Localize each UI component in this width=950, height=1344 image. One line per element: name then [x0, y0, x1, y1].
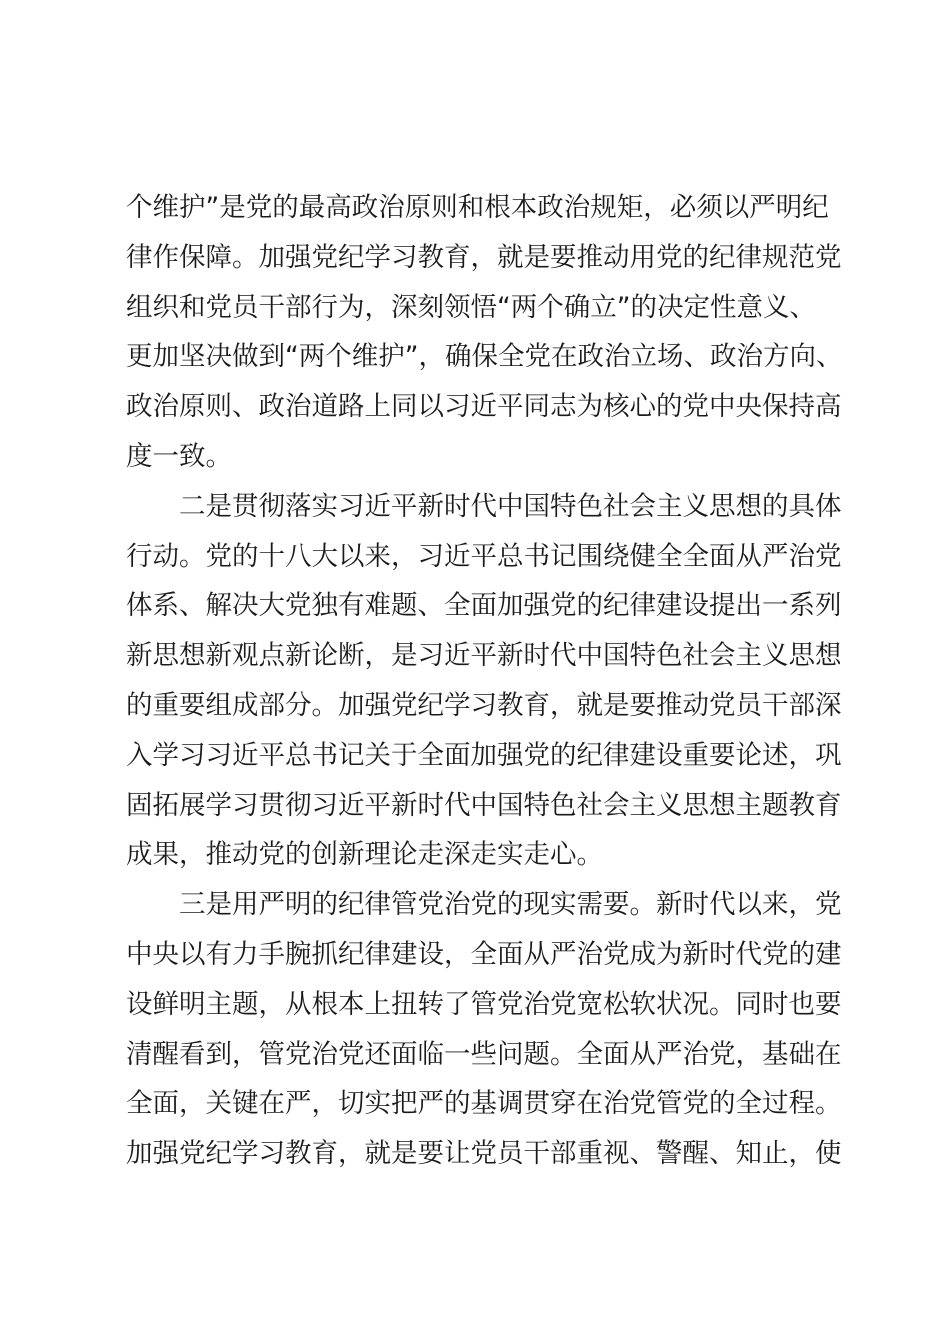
text-line: 加强党纪学习教育，就是要让党员干部重视、警醒、知止，使: [126, 1138, 842, 1170]
text-line: 固拓展学习贯彻习近平新时代中国特色社会主义思想主题教育: [126, 789, 842, 821]
text-line: 入学习习近平总书记关于全面加强党的纪律建设重要论述，巩: [126, 739, 842, 771]
text-line: 行动。党的十八大以来，习近平总书记围绕健全全面从严治党: [126, 540, 842, 572]
text-line: 中央以有力手腕抓纪律建设，全面从严治党成为新时代党的建: [126, 938, 842, 970]
text-line: 设鲜明主题，从根本上扭转了管党治党宽松软状况。同时也要: [126, 988, 842, 1020]
text-line: 新思想新观点新论断，是习近平新时代中国特色社会主义思想: [126, 640, 842, 672]
text-line: 律作保障。加强党纪学习教育，就是要推动用党的纪律规范党: [126, 241, 842, 273]
text-line: 体系、解决大党独有难题、全面加强党的纪律建设提出一系列: [126, 590, 842, 622]
text-line: 组织和党员干部行为，深刻领悟“两个确立”的决定性意义、: [126, 291, 816, 323]
text-line: 个维护”是党的最高政治原则和根本政治规矩，必须以严明纪: [126, 192, 829, 223]
text-line: 清醒看到，管党治党还面临一些问题。全面从严治党，基础在: [126, 1038, 842, 1070]
text-line: 政治原则、政治道路上同以习近平同志为核心的党中央保持高: [126, 391, 842, 423]
document-body: [126, 183, 843, 1179]
text-line: 成果，推动党的创新理论走深走实走心。: [126, 839, 603, 871]
paragraph-start-line: 三是用严明的纪律管党治党的现实需要。新时代以来，党: [179, 889, 842, 921]
text-line: 全面，关键在严，切实把严的基调贯穿在治党管党的全过程。: [126, 1088, 842, 1120]
text-line: 度一致。: [126, 440, 232, 472]
paragraph-start-line: 二是贯彻落实习近平新时代中国特色社会主义思想的具体: [179, 490, 842, 522]
text-line: 更加坚决做到“两个维护”，确保全党在政治立场、政治方向、: [126, 341, 843, 373]
text-line: 的重要组成部分。加强党纪学习教育，就是要推动党员干部深: [126, 689, 842, 721]
